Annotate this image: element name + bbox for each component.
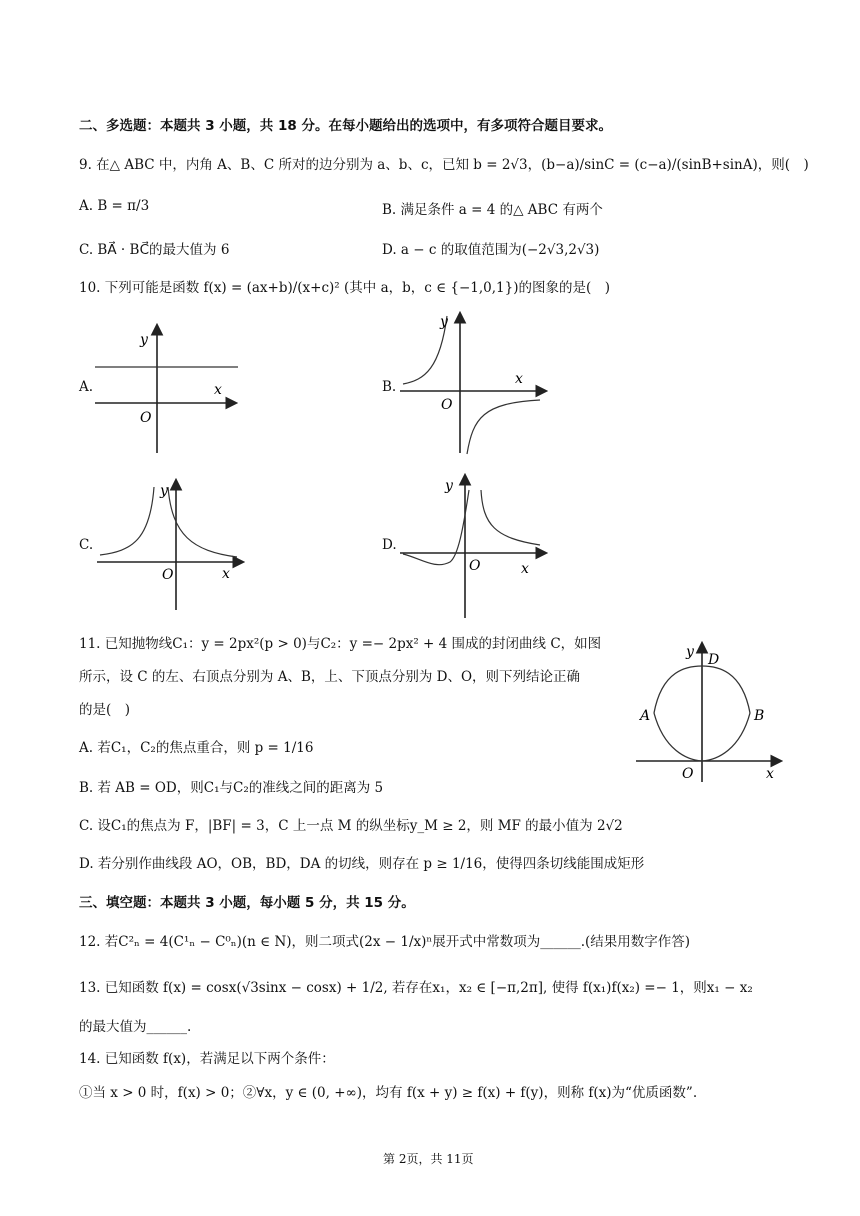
q11-option-a: A. 若C₁，C₂的焦点重合，则 p = 1/16 bbox=[79, 740, 314, 756]
q11-line-1: 11. 已知抛物线C₁：y = 2px²(p > 0)与C₂：y =− 2px² + 4 围成的封闭曲线 C，如图 bbox=[79, 636, 602, 652]
q11-label-o: O bbox=[682, 766, 694, 782]
q14-line-1: 14. 已知函数 f(x)，若满足以下两个条件： bbox=[79, 1051, 335, 1067]
q10-graph-b bbox=[395, 308, 555, 458]
q13-line-2: 的最大值为______. bbox=[79, 1019, 192, 1035]
q11-line-3: 的是( ) bbox=[79, 702, 131, 718]
graph-c-y-label: y bbox=[160, 483, 168, 499]
q11-label-x: x bbox=[766, 766, 774, 782]
q10-graph-a bbox=[90, 318, 250, 458]
q11-line-2: 所示，设 C 的左、右顶点分别为 A、B，上、下顶点分别为 D、O，则下列结论正确 bbox=[79, 669, 581, 685]
q9-option-c: C. BA⃗ · BC⃗的最大值为 6 bbox=[79, 242, 230, 258]
section-3-heading: 三、填空题：本题共 3 小题，每小题 5 分，共 15 分。 bbox=[79, 895, 415, 911]
graph-a-y-label: y bbox=[140, 332, 148, 348]
q9-option-d: D. a − c 的取值范围为(−2√3,2√3) bbox=[382, 242, 600, 258]
graph-b-x-label: x bbox=[515, 371, 523, 387]
graph-d-x-label: x bbox=[521, 561, 529, 577]
graph-b-y-label: y bbox=[440, 314, 448, 330]
graph-a-origin-label: O bbox=[140, 410, 152, 426]
graph-c-x-label: x bbox=[222, 566, 230, 582]
q11-label-d: D bbox=[708, 652, 720, 668]
section-2-heading: 二、多选题：本题共 3 小题，共 18 分。在每小题给出的选项中，有多项符合题目要求。 bbox=[79, 118, 612, 134]
q10-label-a: A. bbox=[79, 379, 94, 395]
q13-line-1: 13. 已知函数 f(x) = cosx(√3sinx − cosx) + 1/2, 若存在x₁，x₂ ∈ [−π,2π], 使得 f(x₁)f(x₂) =− 1，则x₁ − x₂ bbox=[79, 980, 753, 996]
q9-option-b: B. 满足条件 a = 4 的△ ABC 有两个 bbox=[382, 202, 603, 218]
graph-a-x-label: x bbox=[214, 382, 222, 398]
q10-graph-c bbox=[92, 475, 252, 615]
q11-label-a: A bbox=[640, 708, 651, 724]
q10-label-d: D. bbox=[382, 537, 397, 553]
page-footer: 第 2页，共 11页 bbox=[383, 1152, 474, 1166]
q11-option-b: B. 若 AB = OD，则C₁与C₂的准线之间的距离为 5 bbox=[79, 780, 384, 796]
q14-line-2: ①当 x > 0 时，f(x) > 0；②∀x，y ∈ (0, +∞)，均有 f(x + y) ≥ f(x) + f(y)，则称 f(x)为“优质函数”. bbox=[79, 1085, 698, 1101]
q10-label-b: B. bbox=[382, 379, 397, 395]
q9-option-a: A. B = π/3 bbox=[79, 198, 150, 214]
q11-label-y: y bbox=[686, 644, 694, 660]
q10-label-c: C. bbox=[79, 537, 94, 553]
q11-option-c: C. 设C₁的焦点为 F，|BF| = 3，C 上一点 M 的纵坐标y_M ≥ 2，则 MF 的最小值为 2√2 bbox=[79, 818, 623, 834]
graph-d-y-label: y bbox=[445, 478, 453, 494]
q11-figure bbox=[632, 640, 792, 785]
q9-stem: 9. 在△ ABC 中，内角 A、B、C 所对的边分别为 a、b、c，已知 b = 2√3，(b−a)/sinC = (c−a)/(sinB+sinA)，则( ) bbox=[79, 157, 809, 173]
q11-label-b: B bbox=[754, 708, 765, 724]
graph-c-origin-label: O bbox=[162, 567, 174, 583]
q10-stem: 10. 下列可能是函数 f(x) = (ax+b)/(x+c)² (其中 a，b，c ∈ {−1,0,1})的图象的是( ) bbox=[79, 280, 611, 296]
graph-d-origin-label: O bbox=[469, 558, 481, 574]
q12-stem: 12. 若C²ₙ = 4(C¹ₙ − C⁰ₙ)(n ∈ N)，则二项式(2x − 1/x)ⁿ展开式中常数项为______.(结果用数字作答) bbox=[79, 934, 691, 950]
q11-option-d: D. 若分别作曲线段 AO，OB，BD，DA 的切线，则存在 p ≥ 1/16，使得四条切线能围成矩形 bbox=[79, 856, 645, 872]
graph-b-origin-label: O bbox=[441, 397, 453, 413]
q10-graph-d bbox=[395, 470, 555, 620]
